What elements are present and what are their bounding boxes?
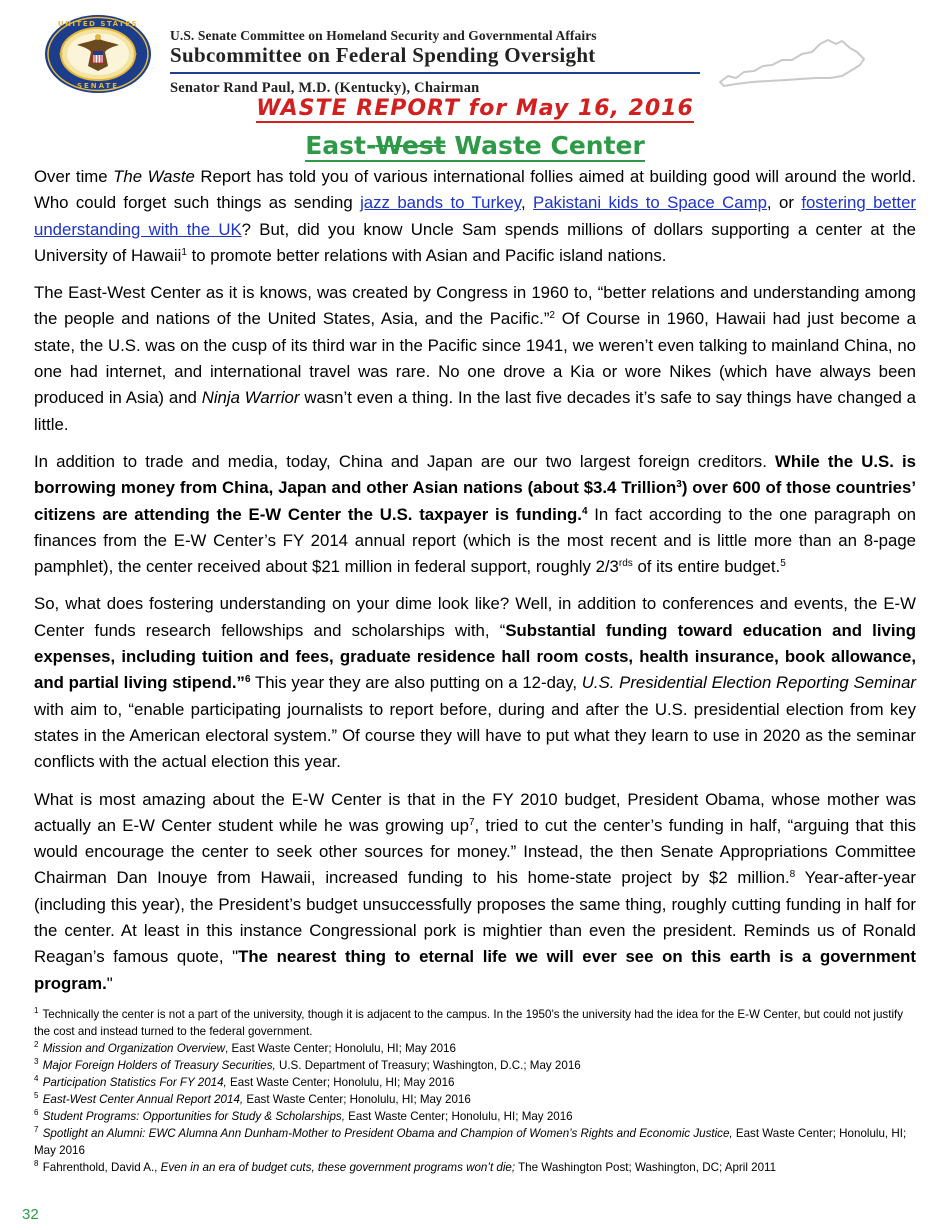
paragraph-5 xyxy=(34,787,916,997)
footnote-text: , East Waste Center; Honolulu, HI; May 2016 xyxy=(225,1042,456,1055)
text: In addition to trade and media, today, China and Japan are our two largest foreign creditors. xyxy=(34,451,776,471)
footnote-author: Fahrenthold, David A., xyxy=(42,1161,161,1174)
footnote-number: 3 xyxy=(34,1057,39,1066)
center-title-prefix: East- xyxy=(305,131,376,160)
svg-text:SENATE: SENATE xyxy=(76,82,120,90)
chairman-line: Senator Rand Paul, M.D. (Kentucky), Chairman xyxy=(170,80,480,96)
text: ? But, did you know Uncle Sam spends millions of dollars supporting a center at the University of Hawaii xyxy=(34,219,917,265)
footnote-text: East Waste Center; Honolulu, HI; May 2016 xyxy=(243,1093,471,1106)
center-title-struck: West xyxy=(375,131,446,160)
footnote-text: The Washington Post; Washington, DC; April 2011 xyxy=(515,1161,777,1174)
footnote-title: Major Foreign Holders of Treasury Securities, xyxy=(42,1059,276,1072)
footnote-ref: 7 xyxy=(468,816,475,828)
footnote-2 xyxy=(34,1040,916,1057)
footnote-title: Participation Statistics For FY 2014, xyxy=(42,1076,227,1089)
paragraph-4 xyxy=(34,591,916,775)
center-title xyxy=(0,130,950,161)
text: So, what does fostering understanding on your dime look like? Well, in addition to conferences and events, the E-W Center funds research fellowships and scholarships with, “ xyxy=(34,594,916,640)
footnote-5 xyxy=(34,1091,916,1108)
footnote-number: 2 xyxy=(34,1040,39,1049)
footnote-text: East Waste Center; Honolulu, HI; May 2016 xyxy=(226,1076,455,1089)
footnote-number: 5 xyxy=(34,1091,39,1100)
senate-seal-icon xyxy=(44,14,152,94)
center-title-text xyxy=(305,131,645,162)
footnote-number: 4 xyxy=(34,1074,39,1083)
footnotes xyxy=(34,1006,916,1176)
text: " xyxy=(106,973,113,993)
footnote-6 xyxy=(34,1108,916,1125)
link-space-camp[interactable]: Pakistani kids to Space Camp xyxy=(533,193,767,213)
report-title-text: WASTE REPORT for May 16, 2016 xyxy=(256,96,694,121)
footnote-text: East Waste Center; Honolulu, HI; May 2016 xyxy=(344,1110,573,1123)
svg-text:UNITED STATES: UNITED STATES xyxy=(57,20,139,28)
text: This year they are also putting on a 12-day, xyxy=(250,673,582,693)
text: Over time xyxy=(34,167,114,186)
text: , or xyxy=(766,193,802,213)
footnote-1 xyxy=(34,1006,916,1040)
text: of its entire budget. xyxy=(632,557,781,577)
text: Of Course in 1960, Hawaii had just become a state, the U.S. was on the cusp of its third war in the Pacific since 1941, we weren’t even talking to mainland China, no one had internet, and international travel was rare. No one drove a Kia or wore Nikes (which have always been produced in Asia) and xyxy=(34,309,916,408)
footnote-8 xyxy=(34,1159,916,1176)
footnote-text: Technically the center is not a part of the university, though it is adjacent to the campus. In the 1950’s the university had the idea for the E-W Center, but could not justify the cost and instead turned to the federal government. xyxy=(34,1008,904,1038)
footnote-number: 7 xyxy=(34,1125,39,1134)
footnote-title: East-West Center Annual Report 2014, xyxy=(42,1093,244,1106)
text: wasn’t even a thing. In the last five decades it’s safe to say things have changed a little. xyxy=(34,388,916,434)
footnote-number: 8 xyxy=(34,1159,39,1168)
text-bold: While the U.S. is borrowing money from China, Japan and other Asian nations (about $3.4 Trillion xyxy=(34,451,916,498)
paragraph-1 xyxy=(34,164,916,269)
footnote-title: Student Programs: Opportunities for Study & Scholarships, xyxy=(42,1110,345,1123)
text-bold: The nearest thing to eternal life we will ever see on this earth is a government program. xyxy=(34,947,916,993)
text-italic: U.S. Presidential Election Reporting Seminar xyxy=(581,673,916,693)
footnote-ref: 2 xyxy=(549,310,555,322)
footnote-ref: 6 xyxy=(244,674,251,686)
text: with aim to, “enable participating journalists to report before, during and after the U.S. presidential election from key states in the American electoral system.” Of course they will have to put what they learn to use in 2020 as the seminar conflicts with the actual election this year. xyxy=(34,699,916,772)
footnote-ref: 5 xyxy=(780,558,786,570)
text: Year-after-year (including this year), the President’s budget unsuccessfully proposes the same thing, roughly cutting funding in half for the center. At least in this instance Congressional pork is mightier than even the president. Reminds us of Ronald Reagan’s famous quote, " xyxy=(34,868,916,967)
footnote-number: 1 xyxy=(34,1006,39,1015)
superscript-rds: rds xyxy=(618,558,633,570)
footnote-title: Even in an era of budget cuts, these government programs won’t die; xyxy=(160,1161,516,1174)
text-italic: The Waste xyxy=(113,167,195,186)
footnote-text: U.S. Department of Treasury; Washington, D.C.; May 2016 xyxy=(275,1059,581,1072)
footnote-title: Mission and Organization Overview xyxy=(42,1042,226,1055)
text-bold: ) over 600 of those countries’ citizens are attending the E-W Center the U.S. taxpayer is funding. xyxy=(34,478,916,524)
text: , xyxy=(520,193,534,213)
paragraph-3 xyxy=(34,449,916,580)
letterhead xyxy=(170,28,710,97)
footnote-7 xyxy=(34,1125,916,1159)
text-bold: Substantial funding toward education and living expenses, including tuition and fees, graduate residence hall room costs, health insurance, book allowance, and partial living stipend.” xyxy=(34,620,916,693)
text: The East-West Center as it is knows, was created by Congress in 1960 to, “better relations and understanding among the people and nations of the United States, Asia, and the Pacific.” xyxy=(34,283,916,329)
text-italic: Ninja Warrior xyxy=(201,388,300,408)
paragraph-2 xyxy=(34,280,916,438)
text: , tried to cut the center’s funding in half, “arguing that this would encourage the center to seek other sources for money.” Instead, the then Senate Appropriations Committee Chairman Dan Inouye from Hawaii, increased funding to his home-state project by $2 million. xyxy=(34,815,916,888)
footnote-title: Spotlight an Alumni: EWC Alumna Ann Dunham-Mother to President Obama and Champion of Women’s Rights and Economic Justice, xyxy=(42,1127,733,1140)
link-jazz-bands[interactable]: jazz bands to Turkey xyxy=(360,193,521,213)
text: to promote better relations with Asian and Pacific island nations. xyxy=(186,245,667,265)
footnote-3 xyxy=(34,1057,916,1074)
footnote-4 xyxy=(34,1074,916,1091)
kentucky-outline-icon xyxy=(716,32,868,90)
link-fostering-uk[interactable]: fostering better understanding with the UK xyxy=(34,193,916,239)
center-title-suffix: Waste Center xyxy=(445,131,645,160)
footnote-text: East Waste Center; Honolulu, HI; May 2016 xyxy=(34,1127,907,1157)
footnote-ref: 1 xyxy=(181,246,187,258)
footnote-number: 6 xyxy=(34,1108,39,1117)
header-rule xyxy=(170,72,700,74)
subcommittee-name: Subcommittee on Federal Spending Oversight xyxy=(170,43,596,67)
text: What is most amazing about the E-W Center is that in the FY 2010 budget, President Obama, whose mother was actually an E-W Center student while he was growing up xyxy=(34,789,916,835)
text: Report has told you of various international follies aimed at building good will around the world. Who could forget such things as sending xyxy=(34,167,916,213)
footnote-ref: 3 xyxy=(676,479,682,491)
page-number: 32 xyxy=(22,1206,39,1223)
report-body xyxy=(34,164,916,1008)
report-title xyxy=(0,96,950,122)
committee-name: U.S. Senate Committee on Homeland Security and Governmental Affairs xyxy=(170,28,597,43)
footnote-ref: 8 xyxy=(789,869,796,881)
footnote-ref: 4 xyxy=(581,505,588,517)
text: In fact according to the one paragraph on finances from the E-W Center’s FY 2014 annual report (which is the most recent and is little more than an 8-page pamphlet), the center received about $21 million in federal support, roughly 2/3 xyxy=(34,504,916,577)
